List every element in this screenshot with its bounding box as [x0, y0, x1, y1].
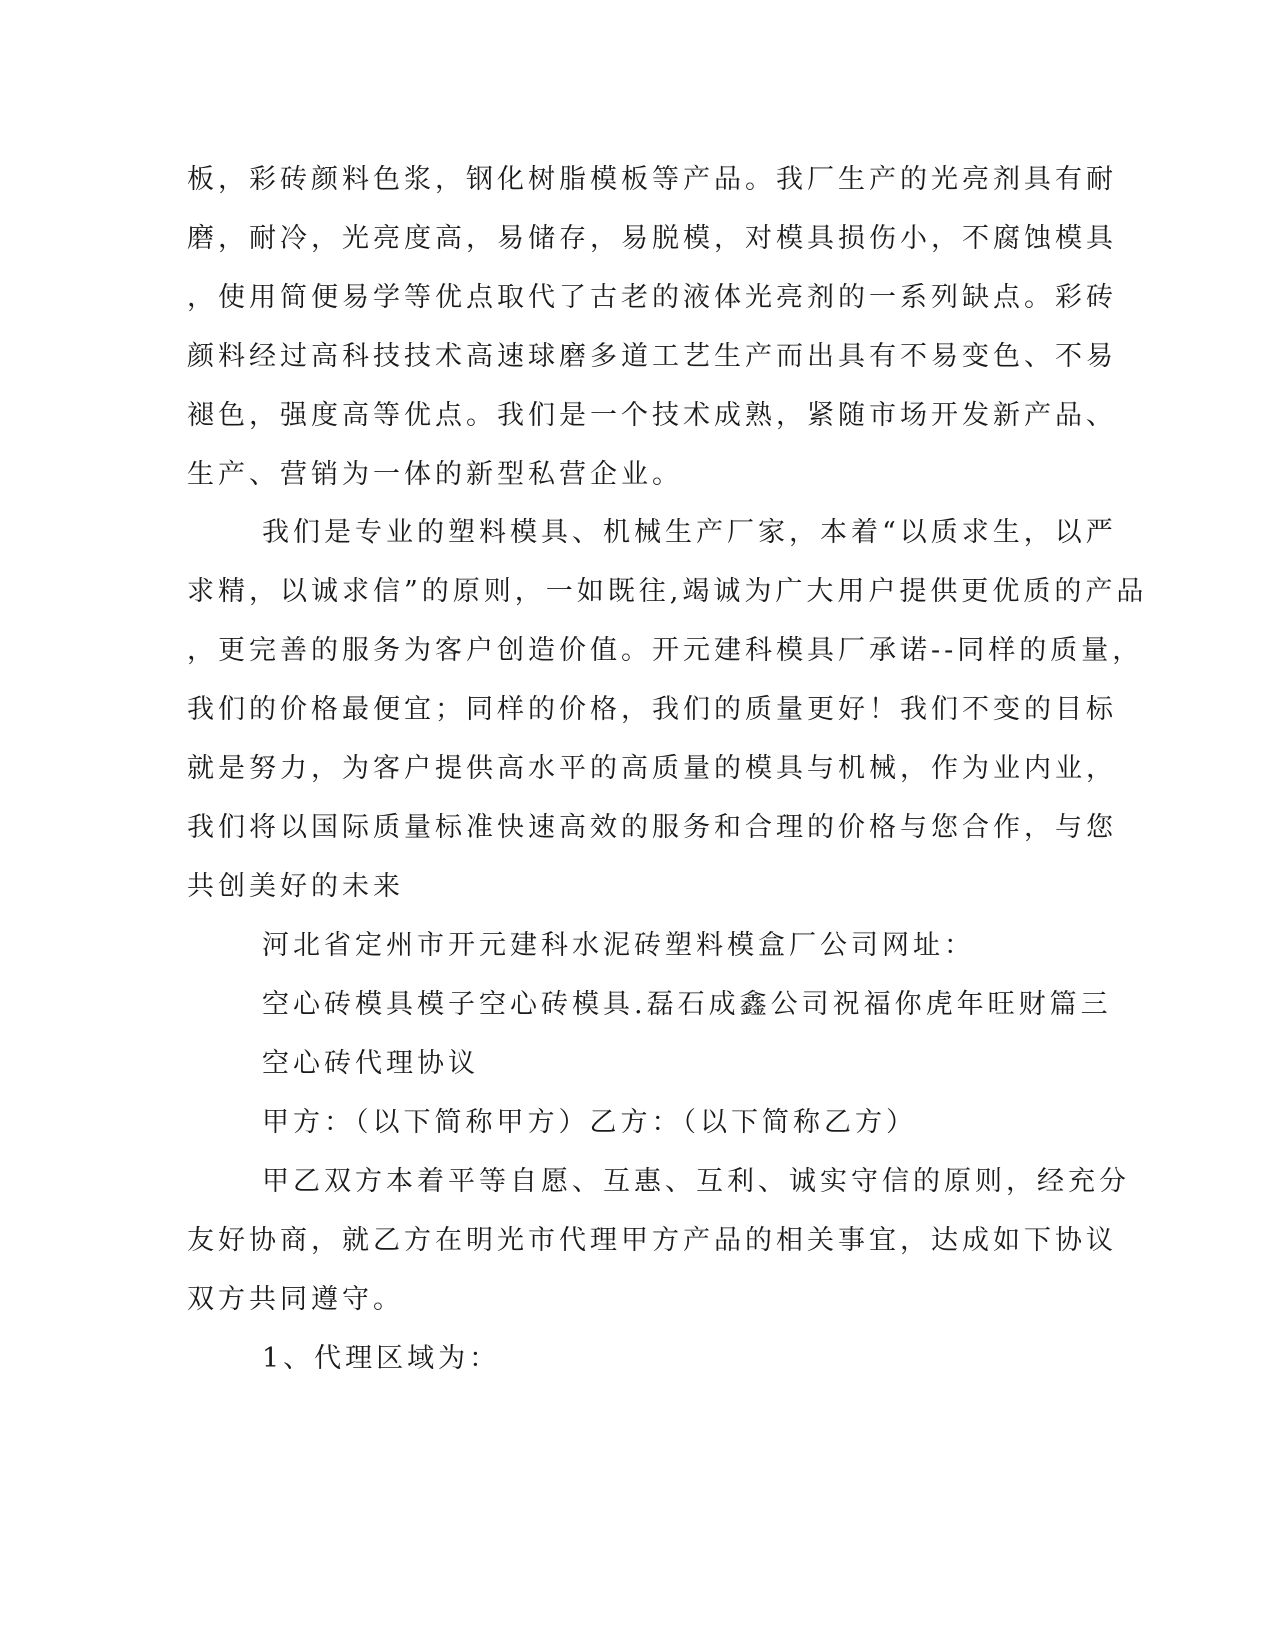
body-text-line: 双方共同遵守。 — [187, 1284, 404, 1315]
body-text-line: 我们是专业的塑料模具、机械生产厂家，本着“以质求生，以严 — [262, 517, 1117, 548]
body-text-line: 褪色，强度高等优点。我们是一个技术成熟，紧随市场开发新产品、 — [187, 400, 1117, 431]
body-text-line: 空心砖模具模子空心砖模具.磊石成鑫公司祝福你虎年旺财篇三 — [262, 989, 1112, 1020]
body-text-line: 我们将以国际质量标准快速高效的服务和合理的价格与您合作，与您 — [187, 812, 1117, 843]
body-text-line: 颜料经过高科技技术高速球磨多道工艺生产而出具有不易变色、不易 — [187, 341, 1117, 372]
parties-line: 甲方：（以下简称甲方）乙方：（以下简称乙方） — [262, 1107, 917, 1138]
body-text-line: 磨，耐冷，光亮度高，易储存，易脱模，对模具损伤小，不腐蚀模具 — [187, 223, 1117, 254]
body-text-line: ，使用简便易学等优点取代了古老的液体光亮剂的一系列缺点。彩砖 — [187, 282, 1117, 313]
body-text-line: 我们的价格最便宜；同样的价格，我们的质量更好！我们不变的目标 — [187, 694, 1117, 725]
body-text-line: 共创美好的未来 — [187, 871, 404, 902]
clause-item: 1、代理区域为： — [262, 1343, 501, 1374]
body-text-line: 友好协商，就乙方在明光市代理甲方产品的相关事宜，达成如下协议 — [187, 1225, 1117, 1256]
section-title: 空心砖代理协议 — [262, 1048, 479, 1079]
body-text-line: 板，彩砖颜料色浆，钢化树脂模板等产品。我厂生产的光亮剂具有耐 — [187, 164, 1117, 195]
body-text-line: 生产、营销为一体的新型私营企业。 — [187, 459, 683, 490]
company-url-line: 河北省定州市开元建科水泥砖塑料模盒厂公司网址： — [262, 930, 975, 961]
body-text-line: 求精，以诚求信”的原则，一如既往,竭诚为广大用户提供更优质的产品 — [187, 576, 1148, 607]
body-text-line: 甲乙双方本着平等自愿、互惠、互利、诚实守信的原则，经充分 — [262, 1166, 1130, 1197]
body-text-line: ，更完善的服务为客户创造价值。开元建科模具厂承诺--同样的质量， — [187, 635, 1144, 666]
body-text-line: 就是努力，为客户提供高水平的高质量的模具与机械，作为业内业， — [187, 753, 1117, 784]
